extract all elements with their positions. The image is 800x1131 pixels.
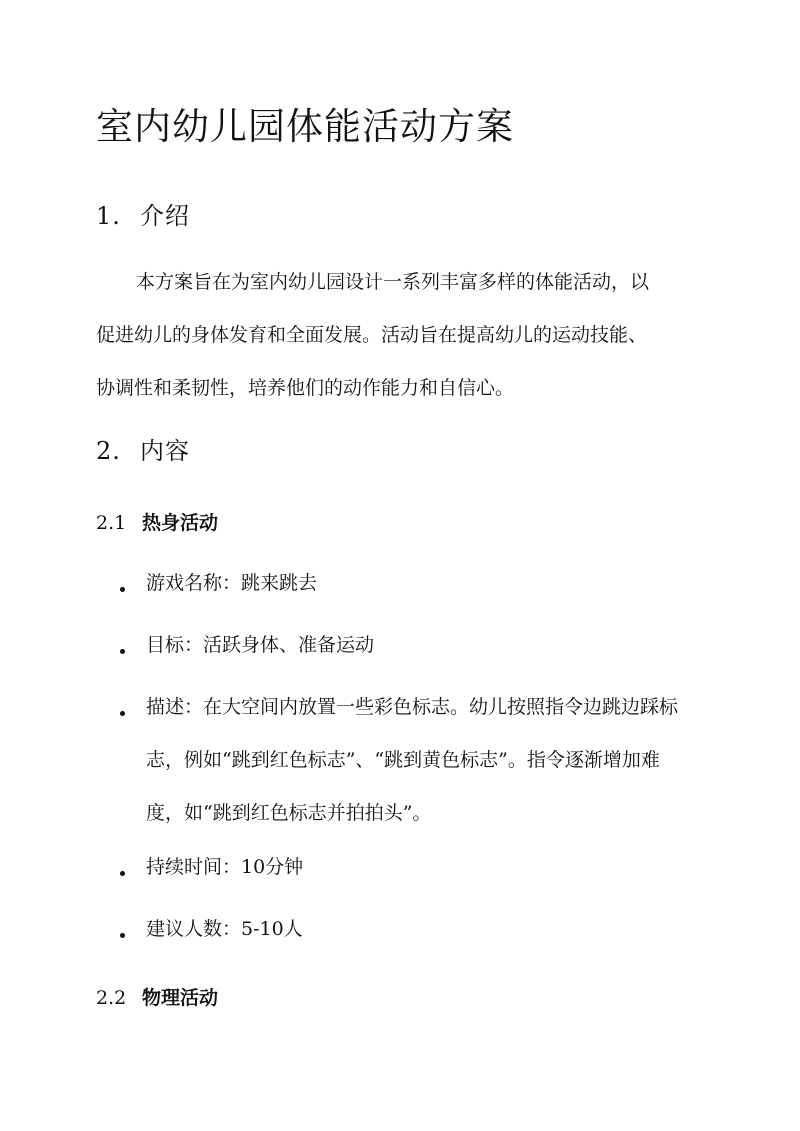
bullet-icon xyxy=(120,871,125,876)
description-text: 描述：在大空间内放置一些彩色标志。幼儿按照指令边跳边踩标志，例如“跳到红色标志”、“跳到黄色标志”。指令逐渐增加难度，如“跳到红色标志并拍拍头”。 xyxy=(146,696,679,824)
bullet-icon xyxy=(120,649,125,654)
paragraph-line: 协调性和柔韧性，培养他们的动作能力和自信心。 xyxy=(96,377,515,399)
list-item-goal: 目标：活跃身体、准备运动 xyxy=(146,634,375,656)
document-title: 室内幼儿园体能活动方案 xyxy=(96,105,514,148)
paragraph-line: 本方案旨在为室内幼儿园设计一系列丰富多样的体能活动，以 xyxy=(136,271,650,293)
section-title: 介绍 xyxy=(140,202,190,230)
subsection-heading-warmup xyxy=(96,508,218,535)
list-item-game-name: 游戏名称：跳来跳去 xyxy=(146,572,318,594)
subsection-heading-physical xyxy=(96,983,218,1010)
bullet-icon xyxy=(120,587,125,592)
section-title: 内容 xyxy=(140,437,190,465)
section-heading-content xyxy=(96,431,190,466)
section-number: 1. xyxy=(96,202,121,230)
subsection-title: 物理活动 xyxy=(142,987,219,1009)
subsection-number: 2.1 xyxy=(96,512,127,534)
paragraph-line: 促进幼儿的身体发育和全面发展。活动旨在提高幼儿的运动技能、 xyxy=(96,324,648,346)
list-item-group-size: 建议人数：5-10人 xyxy=(146,918,303,940)
section-heading-intro xyxy=(96,196,190,231)
section-number: 2. xyxy=(96,437,121,465)
intro-paragraph xyxy=(96,256,696,415)
bullet-icon xyxy=(120,711,125,716)
list-item-duration: 持续时间：10分钟 xyxy=(146,856,304,878)
list-item-description xyxy=(146,681,691,840)
bullet-icon xyxy=(120,933,125,938)
subsection-number: 2.2 xyxy=(96,987,127,1009)
subsection-title: 热身活动 xyxy=(142,512,219,534)
